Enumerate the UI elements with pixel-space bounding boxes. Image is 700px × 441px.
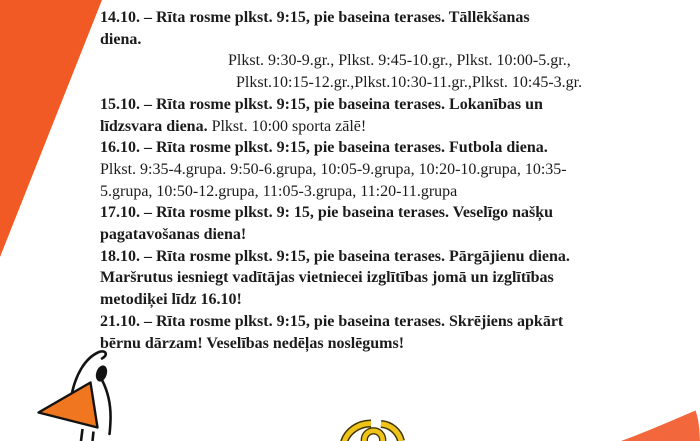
schedule-text-segment: pagatavošanas diena! — [100, 226, 247, 244]
sun-inner-ring-inner-outline — [367, 434, 379, 441]
schedule-line — [100, 7, 652, 29]
schedule-line — [100, 137, 652, 159]
corner-triangle-decoration — [0, 0, 110, 262]
schedule-text-segment: metodiķei līdz 16.10! — [100, 291, 242, 309]
schedule-line — [100, 289, 652, 311]
schedule-line — [100, 159, 652, 181]
corner-triangle-shape — [0, 0, 102, 257]
figure-head — [94, 364, 109, 383]
schedule-text-segment: diena. — [100, 30, 142, 48]
swoosh-decoration — [613, 404, 700, 441]
schedule-text-segment: Maršrutus iesniegt vadītājas vietniecei izglītības jomā un izglītības — [100, 269, 554, 287]
schedule-line — [100, 181, 652, 203]
schedule-line — [100, 94, 652, 116]
figure-triangle-body — [39, 383, 98, 428]
schedule-text-segment: 14.10. – Rīta rosme plkst. 9:15, pie baseina terases. Tāllēkšanas — [100, 9, 530, 26]
figure-leg-right — [93, 432, 94, 441]
schedule-line — [100, 72, 652, 94]
exercise-stick-figure — [25, 344, 120, 441]
schedule-line — [100, 311, 652, 333]
schedule-text-segment: bērnu dārzam! Veselības nedēļas noslēgums! — [100, 334, 405, 352]
schedule-line — [100, 246, 652, 268]
schedule-line — [100, 267, 652, 289]
figure-body — [103, 381, 111, 434]
schedule-text-segment: 21.10. – Rīta rosme plkst. 9:15, pie baseina terases. Skrējiens apkārt — [100, 312, 564, 330]
schedule-text-segment: līdzsvara diena. — [100, 117, 208, 135]
schedule-text-segment: Plkst.10:15-12.gr.,Plkst.10:30-11.gr.,Plkst. 10:45-3.gr. — [236, 74, 583, 92]
sun-spiral-icon — [333, 414, 417, 441]
figure-leg-left — [81, 429, 83, 441]
schedule-text-segment: Plkst. 9:30-9.gr., Plkst. 9:45-10.gr., Plkst. 10:00-5.gr., — [228, 52, 571, 70]
schedule-text — [100, 7, 652, 354]
schedule-text-segment: Plkst. 10:00 sporta zālē! — [207, 117, 367, 135]
schedule-text-segment: 16.10. – Rīta rosme plkst. 9:15, pie baseina terases. Futbola diena. — [100, 139, 548, 157]
schedule-text-segment: 18.10. – Rīta rosme plkst. 9:15, pie baseina terases. Pārgājienu diena. — [100, 247, 570, 265]
schedule-line — [100, 50, 652, 72]
schedule-line — [100, 116, 652, 138]
schedule-line — [100, 224, 652, 246]
swoosh-shape — [621, 411, 700, 441]
schedule-line — [100, 29, 652, 51]
schedule-text-segment: 5.grupa, 10:50-12.grupa, 11:05-3.grupa, 11:20-11.grupa — [100, 182, 458, 200]
schedule-text-segment: 17.10. – Rīta rosme plkst. 9: 15, pie baseina terases. Veselīgo našķu — [100, 204, 554, 222]
schedule-text-segment: Plkst. 9:35-4.grupa. 9:50-6.grupa, 10:05-9.grupa, 10:20-10.grupa, 10:35- — [100, 160, 567, 178]
schedule-line — [100, 202, 652, 224]
schedule-line — [100, 333, 652, 355]
schedule-text-segment: 15.10. – Rīta rosme plkst. 9:15, pie baseina terases. Lokanības un — [100, 95, 543, 113]
